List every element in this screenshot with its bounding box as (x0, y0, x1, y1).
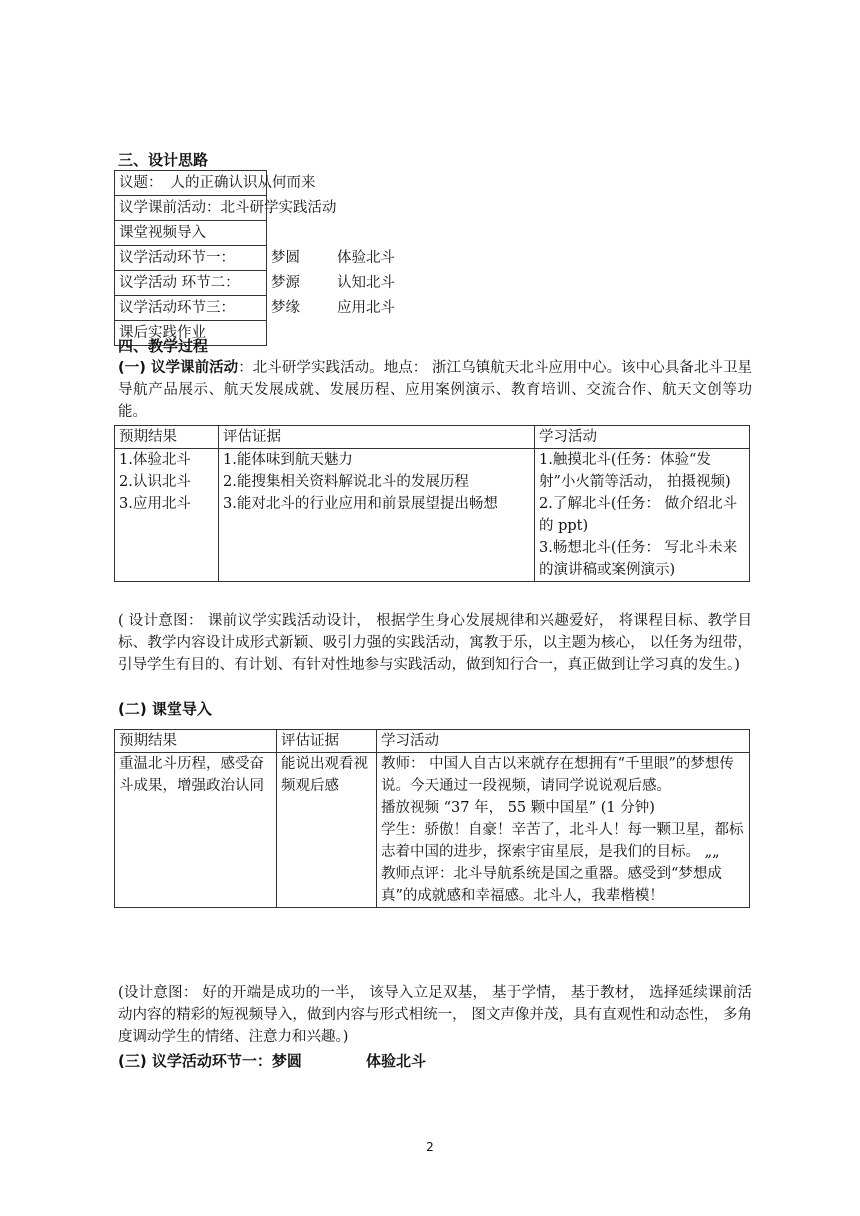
page-number: 2 (426, 1140, 434, 1154)
design-row (115, 271, 750, 296)
design-row-cell: 议学课前活动：北斗研学实践活动 (115, 196, 267, 221)
design-intent-2: (设计意图： 好的开端是成功的一半， 该导入立足双基， 基于学情， 基于教材， 选择延续课前活动内容的精彩的短视频导入，做到内容与形式相统一， 图文声像并茂，具有直观性和动态性， 多角度调动学生的情绪、注意力和兴趣。) (118, 985, 752, 1045)
intro-table (114, 729, 750, 908)
list-item: 播放视频 “37 年， 55 颗中国星” (1 分钟) (381, 800, 655, 816)
table-header-row (115, 730, 750, 753)
header-cell: 预期结果 (115, 426, 219, 449)
header-cell: 学习活动 (535, 426, 750, 449)
design-row-cell: 课堂视频导入 (115, 221, 267, 246)
design-row (115, 171, 750, 196)
design-row-cell: 议学活动 环节二： 梦源 认知北斗 (115, 271, 267, 296)
list-item: 3.畅想北斗(任务： 写北斗未来的演讲稿或案例演示) (539, 540, 738, 578)
design-row-cell: 课后实践作业 (115, 321, 267, 346)
table-row (115, 449, 750, 582)
design-row (115, 321, 750, 346)
list-item: 1.触摸北斗(任务：体验“发射”小火箭等活动， 拍摄视频) (539, 452, 731, 490)
list-item: 3.应用北斗 (119, 496, 191, 512)
section-heading-process: 四、教学过程 (118, 337, 209, 355)
evidence-cell (219, 449, 535, 582)
header-cell: 评估证据 (219, 426, 535, 449)
pre-class-activity-label: (一) 议学课前活动 (118, 360, 239, 376)
section-heading-activity-1: (三) 议学活动环节一：梦圆 体验北斗 (118, 1052, 426, 1070)
design-intent-1: ( 设计意图： 课前议学实践活动设计， 根据学生身心发展规律和兴趣爱好， 将课程目标、教学目标、教学内容设计成形式新颖、吸引力强的实践活动，寓教于乐，以主题为核心， 以任务为纽带， 引导学生有目的、有计划、有针对性地参与实践活动，做到知行合一，真正做到让学习真的发生。) (118, 613, 752, 673)
design-row (115, 296, 750, 321)
design-row-cell: 议题： 人的正确认识从何而来 (115, 171, 267, 196)
header-cell: 学习活动 (377, 730, 750, 753)
pre-class-table (114, 425, 750, 582)
list-item: 2.能搜集相关资料解说北斗的发展历程 (223, 474, 469, 490)
design-row-cell: 议学活动环节三： 梦缘 应用北斗 (115, 296, 267, 321)
list-item: 教师： 中国人自古以来就存在想拥有“千里眼”的梦想传说。今天通过一段视频，请同学说说观后感。 (381, 756, 734, 794)
header-cell: 评估证据 (277, 730, 377, 753)
evidence-cell: 能说出观看视频观后感 (277, 753, 377, 908)
activity-cell (535, 449, 750, 582)
activity-cell (377, 753, 750, 908)
list-item: 教师点评：北斗导航系统是国之重器。感受到“梦想成真”的成就感和幸福感。北斗人，我辈楷模！ (381, 866, 722, 904)
design-row (115, 221, 750, 246)
table-header-row (115, 426, 750, 449)
pre-class-activity-text: ：北斗研学实践活动。地点： 浙江乌镇航天北斗应用中心。该中心具备北斗卫星导航产品展示、航天发展成就、发展历程、应用案例演示、教育培训、交流合作、航天文创等功能。 (118, 360, 752, 420)
header-cell: 预期结果 (115, 730, 277, 753)
list-item: 2.认识北斗 (119, 474, 191, 490)
table-row (115, 753, 750, 908)
list-item: 学生：骄傲！自豪！辛苦了，北斗人！每一颗卫星，都标志着中国的进步，探索宇宙星辰，是我们的目标。 „„ (381, 822, 744, 860)
list-item: 1.能体味到航天魅力 (223, 452, 353, 468)
section-heading-design: 三、设计思路 (118, 151, 209, 169)
design-row (115, 196, 750, 221)
list-item: 1.体验北斗 (119, 452, 191, 468)
design-row (115, 246, 750, 271)
list-item: 2.了解北斗(任务： 做介绍北斗的 ppt) (539, 496, 738, 534)
design-table (114, 170, 750, 346)
list-item: 3.能对北斗的行业应用和前景展望提出畅想 (223, 496, 498, 512)
expected-results-cell: 重温北斗历程，感受奋斗成果，增强政治认同 (115, 753, 277, 908)
section-heading-intro: (二) 课堂导入 (118, 700, 212, 718)
design-row-cell: 议学活动环节一： 梦圆 体验北斗 (115, 246, 267, 271)
pre-class-activity-paragraph (118, 357, 752, 423)
expected-results-cell (115, 449, 219, 582)
